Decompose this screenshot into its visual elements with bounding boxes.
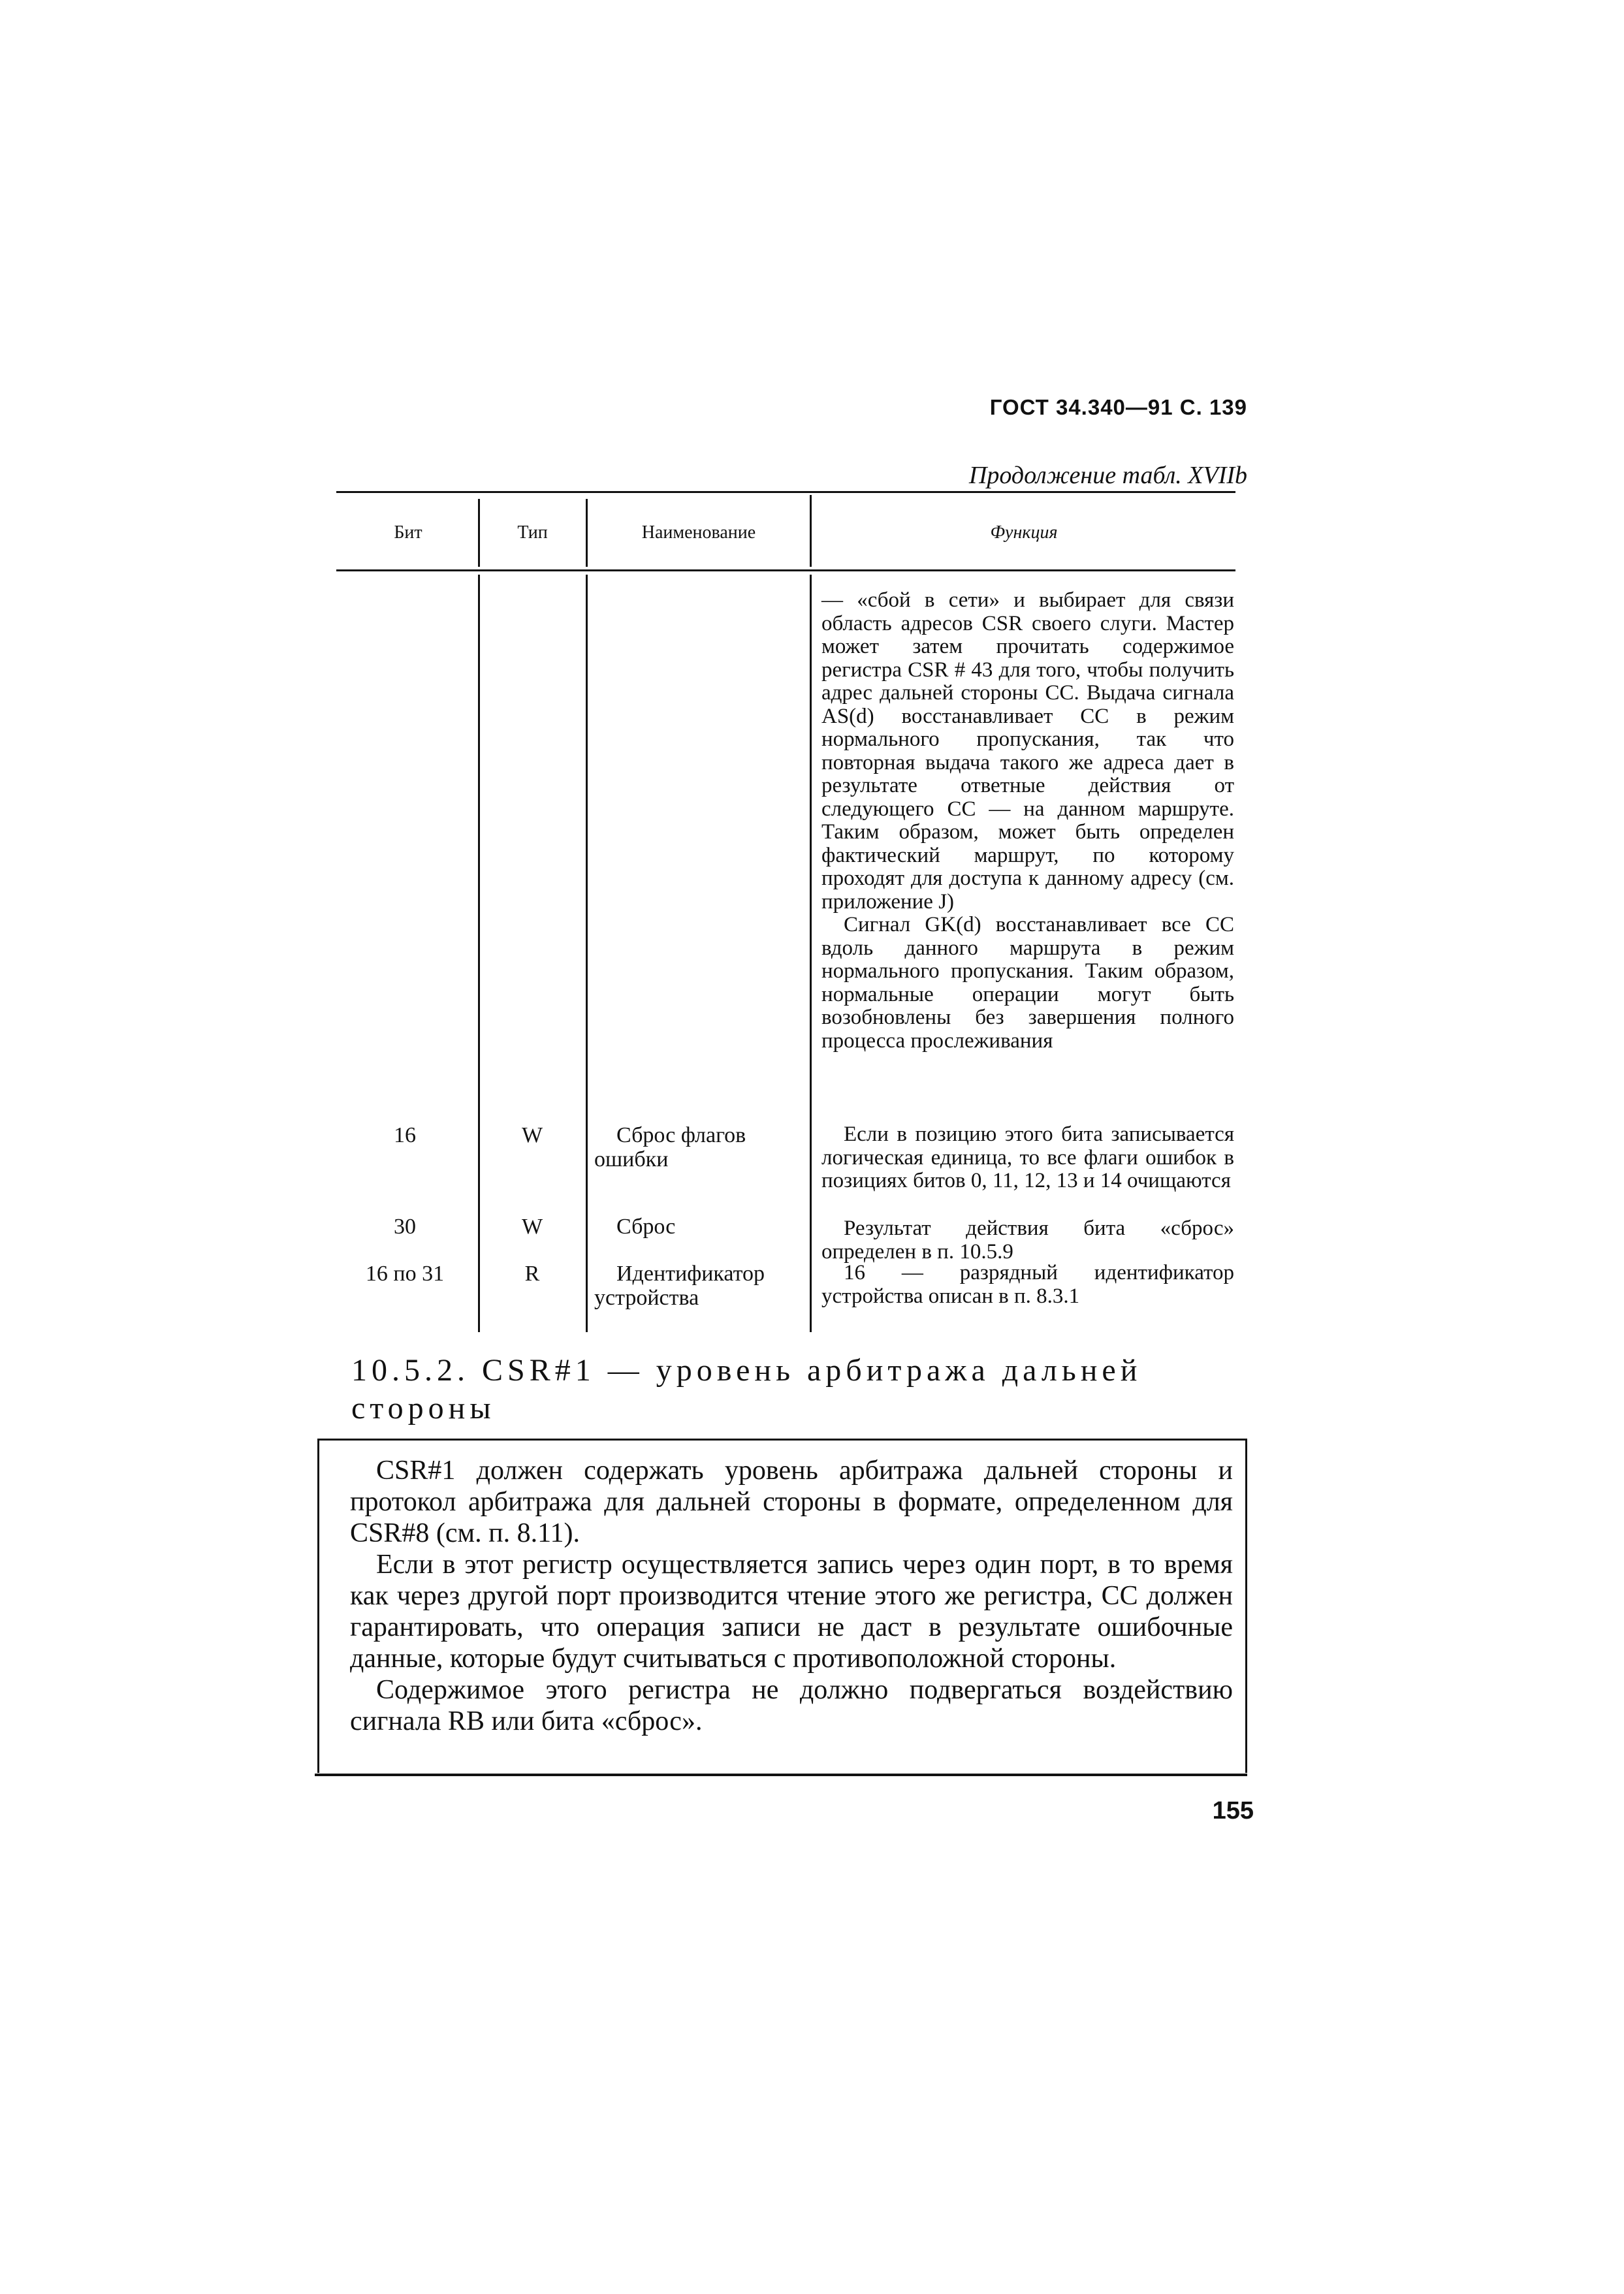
page-number: 155 — [1212, 1797, 1254, 1824]
column-header-function: Функция — [990, 522, 1058, 543]
column-divider — [586, 575, 588, 1332]
section-heading: 10.5.2. CSR#1 — уровень арбитража дальней стороны — [351, 1353, 1142, 1426]
table-cell-function — [821, 1217, 1234, 1264]
table-header-rule — [336, 569, 1235, 571]
column-divider — [478, 499, 480, 567]
document-reference: ГОСТ 34.340—91 С. 139 — [989, 395, 1247, 419]
table-cell-function — [821, 1262, 1234, 1308]
table-cell-bit: 16 по 31 — [365, 1262, 445, 1286]
column-divider — [810, 575, 812, 1332]
table-top-rule — [336, 491, 1235, 493]
table-cell-function — [821, 1123, 1234, 1193]
paragraph: Если в этот регистр осуществляется запись через один порт, в то время как через другой порт производится чтение этого же регистра, СС должен гарантировать, что операция записи не даст в результате ошибочные данные, которые будут считываться с противоположной стороны. — [350, 1550, 1233, 1674]
function-continuation — [821, 589, 1234, 1053]
paragraph: Содержимое этого регистра не должно подвергаться воздействию сигнала RB или бита «сброс». — [350, 1675, 1233, 1736]
table-cell-bit: 30 — [394, 1215, 416, 1239]
table-cell-type: W — [521, 1215, 543, 1239]
column-header-bit: Бит — [394, 522, 422, 543]
table-cell-type: W — [521, 1123, 543, 1147]
table-cell-name: Идентификатор устройства — [594, 1262, 765, 1310]
column-divider — [586, 499, 588, 567]
table-cell-type: R — [524, 1262, 540, 1286]
function-text: 16 — разрядный идентификатор устройства описан в п. 8.3.1 — [821, 1261, 1234, 1308]
table-continuation-caption: Продолжение табл. XVIIb — [968, 462, 1247, 489]
column-divider — [478, 575, 480, 1332]
column-header-type: Тип — [517, 522, 548, 543]
column-divider — [810, 495, 812, 567]
function-text: Результат действия бита «сброс» определен в п. 10.5.9 — [821, 1217, 1234, 1264]
text-frame-bottom-rule — [315, 1774, 1247, 1776]
table-cell-bit: 16 — [394, 1123, 416, 1147]
function-paragraph: — «сбой в сети» и выбирает для связи область адресов CSR своего слуги. Мастер может затем прочитать содержимое регистра CSR # 43 для того, чтобы получить адрес дальней стороны СС. Выдача сигнала AS(d) восстанавливает СС в режим нормального пропускания, так что повторная выдача такого же адреса дает в результате ответные действия от следующего СС — на данном маршруте. Таким образом, может быть определен фактический маршрут, по которому проходят для доступа к данному адресу (см. приложение J) — [821, 588, 1234, 914]
boxed-text — [350, 1455, 1233, 1737]
table-cell-name: Сброс — [616, 1215, 676, 1239]
table-cell-name: Сброс флагов ошибки — [594, 1123, 746, 1171]
function-paragraph: Сигнал GK(d) восстанавливает все СС вдоль данного маршрута в режим нормального пропускания. Таким образом, нормальные операции могут быть возобновлены без завершения полного процесса прослеживания — [821, 913, 1234, 1053]
column-header-name: Наименование — [641, 522, 756, 543]
paragraph: CSR#1 должен содержать уровень арбитража дальней стороны и протокол арбитража для дальней стороны в формате, определенном для CSR#8 (см. п. 8.11). — [350, 1456, 1233, 1548]
function-text: Если в позицию этого бита записывается логическая единица, то все флаги ошибок в позициях битов 0, 11, 12, 13 и 14 очищаются — [821, 1123, 1234, 1192]
